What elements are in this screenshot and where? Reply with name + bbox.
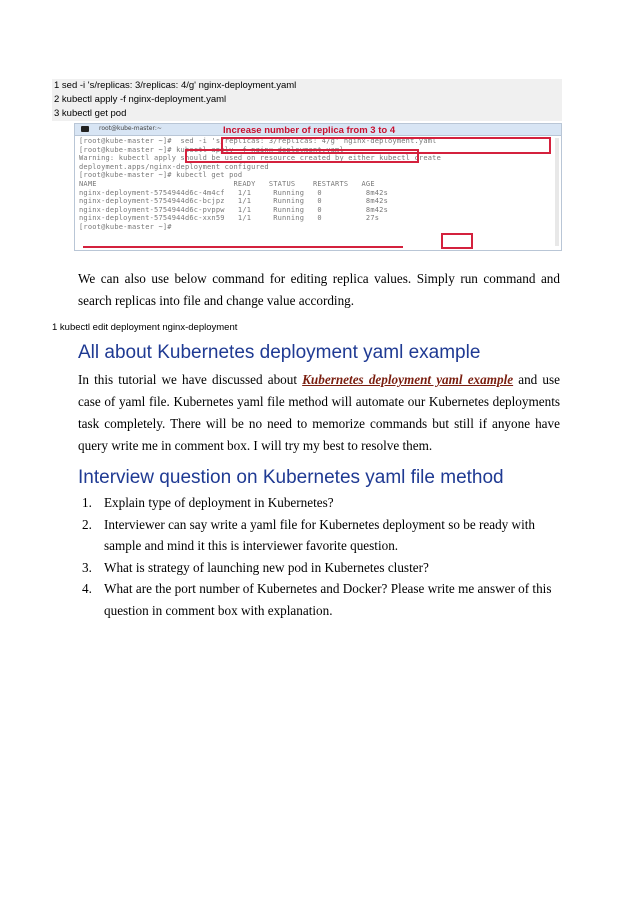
terminal-line: [root@kube-master ~]# sed -i 's/replicas: 3/replicas: 4/g' nginx-deployment.yaml — [79, 137, 437, 145]
deployment-yaml-link[interactable]: Kubernetes deployment yaml example — [302, 372, 514, 387]
list-item — [78, 492, 560, 514]
text-before-link: In this tutorial we have discussed about — [78, 372, 303, 387]
terminal-line: nginx-deployment-5754944d6c-4m4cf 1/1 Running 0 8m42s — [79, 188, 389, 197]
code-line: 2 kubectl apply -f nginx-deployment.yaml — [54, 94, 227, 105]
terminal-line: [root@kube-master ~]# kubectl apply -f nginx-deployment.yaml — [79, 145, 344, 154]
section-heading: All about Kubernetes deployment yaml example — [78, 342, 481, 363]
paragraph-edit-replicas: We can also use below command for editing replica values. Simply run command and search replicas into file and change value according. — [78, 271, 560, 308]
terminal-title: root@kube-master:~ — [99, 125, 162, 132]
interview-question-list — [78, 492, 560, 621]
list-item-text: Explain type of deployment in Kubernetes? — [104, 495, 334, 510]
list-item — [78, 578, 560, 621]
terminal-line: [root@kube-master ~]# — [79, 222, 177, 231]
list-item-text: Interviewer can say write a yaml file for Kubernetes deployment so be ready with sample and mind it this is interviewer favorite question. — [104, 516, 535, 553]
highlight-box-apply — [185, 149, 419, 163]
code-line: 1 sed -i 's/replicas: 3/replicas: 4/g' nginx-deployment.yaml — [54, 80, 297, 91]
terminal-icon — [81, 126, 89, 132]
edit-command: 1 kubectl edit deployment nginx-deployment — [52, 322, 238, 333]
terminal-line: deployment.apps/nginx-deployment configured — [79, 162, 269, 171]
list-number: 4. — [82, 581, 92, 596]
section-heading-interview: Interview question on Kubernetes yaml file method — [78, 467, 504, 488]
terminal-screenshot — [74, 123, 562, 251]
terminal-line: nginx-deployment-5754944d6c-xxn59 1/1 Running 0 27s — [79, 214, 380, 223]
list-number: 2. — [82, 516, 92, 532]
code-block — [52, 79, 562, 121]
terminal-line: Warning: kubectl apply should be used on resource created by either kubectl create — [79, 154, 441, 163]
terminal-scrollbar — [555, 138, 559, 246]
list-number: 3. — [82, 559, 92, 575]
list-item — [78, 557, 560, 579]
paragraph-tutorial-summary — [78, 369, 560, 457]
terminal-line: nginx-deployment-5754944d6c-bcjpz 1/1 Running 0 8m42s — [79, 197, 389, 206]
terminal-titlebar — [75, 124, 561, 136]
screenshot-annotation: Increase number of replica from 3 to 4 — [223, 125, 396, 136]
terminal-line: NAME READY STATUS RESTARTS AGE — [79, 179, 375, 188]
list-item-text: What is strategy of launching new pod in Kubernetes cluster? — [104, 559, 429, 575]
list-number: 1. — [82, 495, 92, 510]
highlight-underline — [83, 246, 403, 248]
list-item-text: What are the port number of Kubernetes and Docker? Please write me answer of this question in comment box with explanation. — [104, 581, 552, 618]
terminal-line: nginx-deployment-5754944d6c-pvppw 1/1 Running 0 8m42s — [79, 205, 389, 214]
code-line: 3 kubectl get pod — [54, 108, 127, 119]
highlight-box-age — [441, 233, 473, 249]
terminal-line: [root@kube-master ~]# kubectl get pod — [79, 171, 243, 180]
text-after-link: and use case of yaml file. Kubernetes yaml file method will automate our Kubernetes deployments task completely. There will be no need to memorize commands but still if anyone have query write me in comment box. I will try my best to resolve them. — [78, 372, 560, 453]
list-item — [78, 514, 560, 557]
